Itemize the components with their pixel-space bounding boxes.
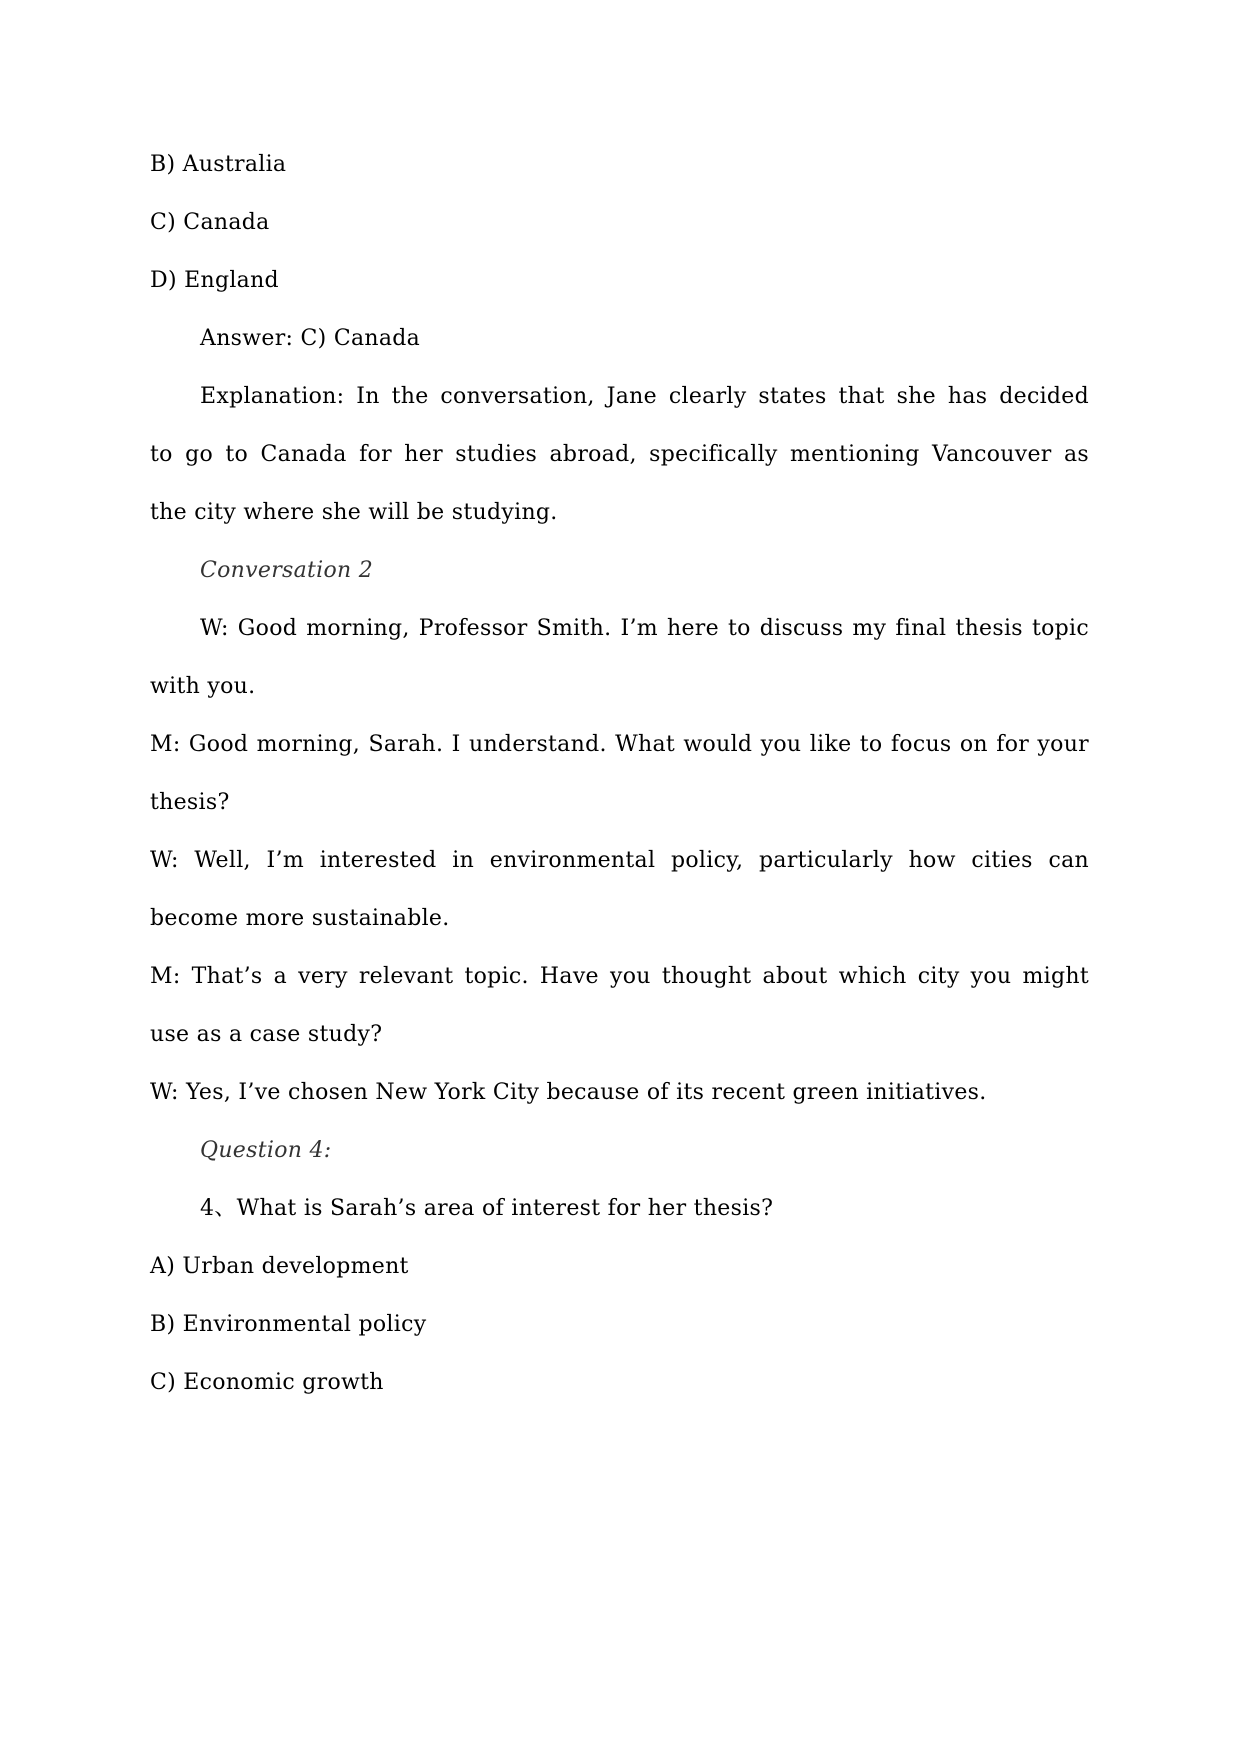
q3-explanation-line-3: the city where she will be studying. [150, 500, 558, 525]
dialogue-w2-line-1: W: Well, I’m interested in environmental policy, particularly how cities can [150, 848, 1089, 873]
dialogue-m1-line-2: thesis? [150, 790, 230, 815]
dialogue-w1-line-1: W: Good morning, Professor Smith. I’m here to discuss my final thesis topic [200, 616, 1089, 641]
q3-explanation-line-2: to go to Canada for her studies abroad, specifically mentioning Vancouver as [150, 442, 1089, 467]
q3-option-d: D) England [150, 268, 279, 293]
dialogue-w2-line-2: become more sustainable. [150, 906, 450, 931]
q3-option-b: B) Australia [150, 152, 287, 177]
question-4-prompt: 4、What is Sarah’s area of interest for her thesis? [200, 1196, 774, 1221]
dialogue-w1-line-2: with you. [150, 674, 256, 699]
q4-option-a: A) Urban development [150, 1254, 409, 1279]
question-4-heading: Question 4: [200, 1138, 332, 1163]
dialogue-m2-line-1: M: That’s a very relevant topic. Have you thought about which city you might [150, 964, 1089, 989]
q3-explanation-line-1: Explanation: In the conversation, Jane clearly states that she has decided [200, 384, 1089, 409]
dialogue-w3-line-1: W: Yes, I’ve chosen New York City because of its recent green initiatives. [150, 1080, 987, 1105]
q4-option-b: B) Environmental policy [150, 1312, 427, 1337]
q3-option-c: C) Canada [150, 210, 270, 235]
dialogue-m1-line-1: M: Good morning, Sarah. I understand. What would you like to focus on for your [150, 732, 1089, 757]
q3-answer: Answer: C) Canada [200, 326, 421, 351]
q4-option-c: C) Economic growth [150, 1370, 384, 1395]
dialogue-m2-line-2: use as a case study? [150, 1022, 383, 1047]
conversation-2-heading: Conversation 2 [200, 558, 374, 583]
